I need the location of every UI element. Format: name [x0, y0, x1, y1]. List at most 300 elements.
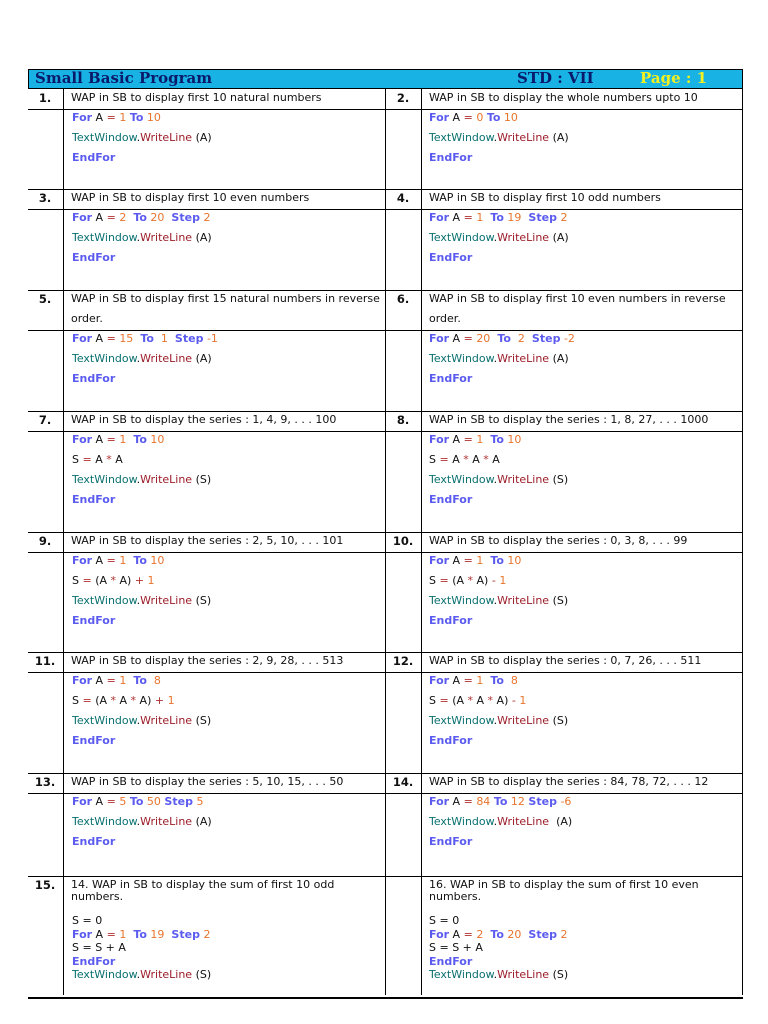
keyword: For — [72, 674, 93, 687]
code-text: A — [449, 111, 464, 124]
program-question: WAP in SB to display first 10 natural numbers — [71, 91, 322, 104]
method-name: WriteLine — [497, 815, 550, 828]
code-text: A — [448, 453, 464, 466]
code-line — [429, 731, 568, 751]
keyword: To — [129, 111, 144, 124]
code-text: S — [72, 453, 83, 466]
object-name: TextWindow — [72, 815, 137, 828]
keyword: Step — [171, 927, 200, 941]
code-text: S — [429, 694, 440, 707]
program-number: 7. — [38, 413, 52, 427]
program-number: 3. — [38, 191, 52, 205]
code-text: . — [493, 352, 498, 365]
number-literal: 8 — [153, 674, 161, 687]
code-line — [429, 490, 568, 510]
code-text: (A) — [192, 815, 212, 828]
code-block — [429, 329, 575, 389]
code-text: S = 0 — [72, 914, 103, 927]
code-line — [72, 941, 211, 955]
code-text: A — [111, 453, 123, 466]
code-text — [525, 332, 532, 345]
object-name: TextWindow — [72, 131, 137, 144]
program-question: WAP in SB to display the series : 2, 5, 10, . . . 101 — [71, 534, 344, 547]
code-text: A — [91, 453, 107, 466]
code-block — [429, 208, 569, 268]
keyword: EndFor — [72, 835, 116, 848]
operator: = — [463, 927, 473, 941]
number-literal: 2 — [517, 332, 525, 345]
object-name: TextWindow — [429, 352, 494, 365]
code-text: S = 0 — [429, 914, 460, 927]
code-text: A — [473, 694, 488, 707]
number-literal: 1 — [119, 927, 127, 941]
code-line — [72, 450, 211, 470]
code-line — [72, 928, 211, 942]
program-question: WAP in SB to display the series : 1, 4, 9, . . . 100 — [71, 413, 337, 426]
program-question: WAP in SB to display the series : 0, 7, 26, . . . 511 — [429, 654, 702, 667]
code-block — [429, 914, 568, 982]
number-literal: 10 — [146, 111, 161, 124]
number-literal: -2 — [563, 332, 575, 345]
keyword: For — [429, 433, 450, 446]
program-number: 1. — [38, 91, 52, 105]
code-block — [429, 671, 568, 751]
number-literal: 1 — [119, 111, 127, 124]
code-line — [72, 369, 218, 389]
code-line — [72, 228, 212, 248]
operator: - — [511, 694, 516, 707]
code-block — [72, 792, 212, 852]
program-question: WAP in SB to display first 10 odd numbers — [429, 191, 661, 204]
code-text: A — [92, 111, 107, 124]
code-line — [429, 108, 569, 128]
code-text: (S) — [549, 473, 569, 486]
object-name: TextWindow — [72, 714, 137, 727]
method-name: WriteLine — [140, 594, 193, 607]
code-line — [429, 832, 572, 852]
code-line — [72, 968, 211, 982]
code-line — [429, 711, 568, 731]
code-line — [72, 551, 211, 571]
number-literal: 10 — [507, 433, 522, 446]
keyword: For — [72, 332, 93, 345]
number-literal: 5 — [196, 795, 204, 808]
keyword: To — [490, 674, 504, 687]
object-name: TextWindow — [72, 968, 137, 981]
worksheet-page — [28, 69, 743, 999]
code-text: . — [136, 815, 141, 828]
keyword: EndFor — [429, 614, 473, 627]
code-text: S — [429, 574, 440, 587]
code-text: . — [493, 231, 498, 244]
code-line — [72, 711, 211, 731]
keyword: To — [490, 433, 504, 446]
keyword: To — [493, 795, 508, 808]
code-text: . — [136, 594, 141, 607]
code-text: S = S + A — [429, 941, 483, 954]
object-name: TextWindow — [429, 968, 494, 981]
keyword: For — [72, 433, 93, 446]
operator: = — [106, 433, 116, 446]
program-number: 9. — [38, 534, 52, 548]
code-block — [429, 430, 568, 510]
number-literal: 2 — [560, 927, 568, 941]
code-line — [72, 812, 212, 832]
code-line — [429, 812, 572, 832]
code-text — [504, 674, 511, 687]
keyword: For — [72, 554, 93, 567]
code-text: . — [493, 968, 498, 981]
operator: = — [463, 332, 473, 345]
method-name: WriteLine — [497, 473, 550, 486]
code-text: A — [488, 453, 500, 466]
method-name: WriteLine — [140, 131, 193, 144]
number-literal: 1 — [476, 211, 484, 224]
code-text: . — [493, 714, 498, 727]
code-line — [429, 329, 575, 349]
number-literal: 20 — [476, 332, 491, 345]
code-text: (S) — [549, 714, 569, 727]
keyword: EndFor — [429, 954, 473, 968]
code-block — [72, 208, 212, 268]
operator: = — [106, 111, 116, 124]
code-line — [429, 430, 568, 450]
program-question: WAP in SB to display the series : 0, 3, 8, . . . 99 — [429, 534, 688, 547]
program-question: WAP in SB to display first 10 even numbers — [71, 191, 310, 204]
code-text: A — [92, 433, 107, 446]
operator: = — [106, 795, 116, 808]
number-literal: 10 — [150, 433, 165, 446]
code-line — [429, 450, 568, 470]
operator: * — [110, 574, 117, 587]
code-text — [154, 332, 161, 345]
keyword: To — [133, 927, 147, 941]
keyword: For — [429, 927, 450, 941]
keyword: To — [133, 674, 147, 687]
program-number: 8. — [396, 413, 410, 427]
operator: * — [110, 694, 117, 707]
code-line — [429, 671, 568, 691]
code-text: S — [72, 574, 83, 587]
code-text: A — [449, 554, 464, 567]
keyword: For — [72, 927, 93, 941]
number-literal: 2 — [203, 211, 211, 224]
operator: = — [106, 332, 116, 345]
code-line — [429, 792, 572, 812]
method-name: WriteLine — [497, 968, 550, 981]
code-text — [511, 332, 518, 345]
number-literal: 2 — [203, 927, 211, 941]
keyword: To — [486, 111, 501, 124]
keyword: EndFor — [72, 614, 116, 627]
column-divider — [421, 89, 422, 995]
code-text: (A — [448, 574, 468, 587]
program-question: 16. WAP in SB to display the sum of first 10 even numbers. — [429, 878, 699, 903]
column-divider — [63, 89, 64, 995]
row-divider — [28, 876, 743, 877]
keyword: For — [429, 674, 450, 687]
keyword: EndFor — [429, 372, 473, 385]
object-name: TextWindow — [72, 594, 137, 607]
number-literal: 19 — [507, 211, 522, 224]
code-text: A — [92, 211, 107, 224]
object-name: TextWindow — [429, 131, 494, 144]
keyword: To — [133, 554, 147, 567]
code-line — [429, 228, 569, 248]
number-literal: 19 — [150, 927, 165, 941]
number-literal: -1 — [206, 332, 218, 345]
program-number: 5. — [38, 292, 52, 306]
code-text: A — [449, 433, 464, 446]
code-block — [72, 329, 218, 389]
number-literal: 50 — [146, 795, 161, 808]
code-text: (A — [91, 574, 111, 587]
code-text: (A) — [192, 231, 212, 244]
keyword: EndFor — [72, 493, 116, 506]
code-line — [429, 128, 569, 148]
code-line — [429, 571, 568, 591]
code-text: A — [92, 927, 107, 941]
object-name: TextWindow — [72, 231, 137, 244]
program-question: WAP in SB to display the whole numbers upto 10 — [429, 91, 698, 104]
code-line — [429, 691, 568, 711]
operator: * — [130, 694, 137, 707]
object-name: TextWindow — [429, 594, 494, 607]
code-text: A — [92, 554, 107, 567]
operator: = — [439, 694, 449, 707]
code-text: (A) — [192, 131, 212, 144]
program-question: 14. WAP in SB to display the sum of first 10 odd numbers. — [71, 878, 335, 903]
code-text: A — [116, 694, 131, 707]
code-text: A) — [473, 574, 492, 587]
number-literal: 2 — [476, 927, 484, 941]
code-text: (A) — [192, 352, 212, 365]
program-grid — [28, 89, 743, 995]
object-name: TextWindow — [72, 473, 137, 486]
header-title: Small Basic Program — [35, 69, 213, 87]
code-block — [72, 551, 211, 631]
number-literal: 1 — [119, 674, 127, 687]
keyword: To — [490, 927, 504, 941]
object-name: TextWindow — [72, 352, 137, 365]
object-name: TextWindow — [429, 714, 494, 727]
code-text: A — [92, 795, 107, 808]
code-line — [429, 551, 568, 571]
program-number: 12. — [392, 654, 414, 668]
code-line — [72, 611, 211, 631]
code-line — [429, 968, 568, 982]
number-literal: 1 — [476, 433, 484, 446]
code-text: (A) — [549, 815, 573, 828]
operator: = — [106, 554, 116, 567]
code-text: . — [136, 473, 141, 486]
code-text: (S) — [192, 968, 212, 981]
number-literal: 12 — [510, 795, 525, 808]
code-text: A) — [116, 574, 135, 587]
program-number: 6. — [396, 292, 410, 306]
code-line — [72, 571, 211, 591]
program-question: WAP in SB to display the series : 84, 78, 72, . . . 12 — [429, 775, 709, 788]
operator: = — [106, 927, 116, 941]
keyword: For — [429, 795, 450, 808]
method-name: WriteLine — [140, 473, 193, 486]
method-name: WriteLine — [497, 131, 550, 144]
keyword: Step — [164, 795, 193, 808]
header-page-number: Page : 1 — [640, 69, 708, 87]
number-literal: 5 — [119, 795, 127, 808]
keyword: To — [497, 332, 511, 345]
object-name: TextWindow — [429, 231, 494, 244]
program-question: WAP in SB to display first 10 even numbers in reverse order. — [429, 292, 726, 325]
code-text: A — [449, 927, 464, 941]
code-line — [72, 108, 212, 128]
number-literal: 1 — [499, 574, 507, 587]
code-text: . — [493, 815, 498, 828]
keyword: For — [429, 554, 450, 567]
operator: = — [463, 433, 473, 446]
code-line — [429, 591, 568, 611]
program-question: WAP in SB to display the series : 5, 10, 15, . . . 50 — [71, 775, 344, 788]
keyword: Step — [528, 211, 557, 224]
code-line — [429, 955, 568, 969]
operator: * — [467, 694, 474, 707]
code-text: A — [449, 211, 464, 224]
code-text: A — [449, 674, 464, 687]
code-line — [72, 792, 212, 812]
keyword: Step — [528, 795, 557, 808]
operator: = — [106, 211, 116, 224]
program-number: 14. — [392, 775, 414, 789]
code-line — [72, 490, 211, 510]
code-text: S — [72, 694, 83, 707]
keyword: For — [429, 211, 450, 224]
object-name: TextWindow — [429, 815, 494, 828]
code-line — [72, 349, 218, 369]
method-name: WriteLine — [140, 714, 193, 727]
code-line — [72, 329, 218, 349]
code-block — [429, 792, 572, 852]
number-literal: 1 — [119, 433, 127, 446]
operator: = — [439, 453, 449, 466]
code-line — [72, 691, 211, 711]
code-line — [72, 591, 211, 611]
number-literal: 1 — [160, 332, 168, 345]
code-text — [168, 332, 175, 345]
code-line — [429, 369, 575, 389]
number-literal: 10 — [150, 554, 165, 567]
number-literal: 1 — [519, 694, 527, 707]
header-std: STD : VII — [517, 69, 594, 87]
keyword: For — [72, 795, 93, 808]
code-line — [72, 955, 211, 969]
code-line — [429, 928, 568, 942]
keyword: Step — [171, 211, 200, 224]
code-text: . — [136, 968, 141, 981]
operator: * — [483, 453, 489, 466]
code-text: (S) — [192, 594, 212, 607]
code-text: A — [468, 453, 484, 466]
method-name: WriteLine — [140, 815, 193, 828]
code-line — [72, 430, 211, 450]
code-block — [429, 551, 568, 631]
number-literal: -6 — [560, 795, 572, 808]
code-text: (A) — [549, 231, 569, 244]
number-literal: 1 — [476, 674, 484, 687]
method-name: WriteLine — [140, 968, 193, 981]
code-line — [72, 128, 212, 148]
code-line — [429, 208, 569, 228]
operator: = — [82, 574, 92, 587]
number-literal: 1 — [476, 554, 484, 567]
operator: = — [463, 674, 473, 687]
program-number: 15. — [34, 878, 56, 892]
number-literal: 1 — [147, 574, 155, 587]
code-text: A — [92, 332, 107, 345]
code-text: . — [493, 131, 498, 144]
object-name: TextWindow — [429, 473, 494, 486]
program-question: WAP in SB to display first 15 natural numbers in reverse order. — [71, 292, 380, 325]
method-name: WriteLine — [497, 352, 550, 365]
program-question: WAP in SB to display the series : 1, 8, 27, . . . 1000 — [429, 413, 709, 426]
code-line — [429, 148, 569, 168]
keyword: EndFor — [429, 734, 473, 747]
number-literal: 84 — [476, 795, 491, 808]
code-line — [429, 248, 569, 268]
operator: = — [463, 795, 473, 808]
operator: = — [82, 694, 92, 707]
code-line — [429, 914, 568, 928]
number-literal: 20 — [507, 927, 522, 941]
code-text: . — [136, 231, 141, 244]
program-number: 2. — [396, 91, 410, 105]
code-line — [72, 248, 212, 268]
code-text: (S) — [549, 968, 569, 981]
code-text: A) — [136, 694, 155, 707]
method-name: WriteLine — [497, 594, 550, 607]
code-line — [72, 832, 212, 852]
code-text: . — [493, 473, 498, 486]
operator: = — [439, 574, 449, 587]
code-text: (S) — [192, 714, 212, 727]
keyword: EndFor — [429, 251, 473, 264]
keyword: To — [133, 211, 147, 224]
number-literal: 8 — [510, 674, 518, 687]
operator: = — [106, 674, 116, 687]
number-literal: 10 — [503, 111, 518, 124]
operator: + — [134, 574, 145, 587]
operator: = — [463, 111, 473, 124]
code-line — [429, 611, 568, 631]
keyword: EndFor — [72, 251, 116, 264]
keyword: To — [490, 554, 504, 567]
code-text: (S) — [192, 473, 212, 486]
program-number: 10. — [392, 534, 414, 548]
operator: = — [463, 554, 473, 567]
code-text: (S) — [549, 594, 569, 607]
code-line — [429, 470, 568, 490]
code-line — [72, 731, 211, 751]
keyword: EndFor — [72, 954, 116, 968]
keyword: EndFor — [429, 493, 473, 506]
code-text: (A — [91, 694, 111, 707]
code-line — [72, 671, 211, 691]
number-literal: 2 — [119, 211, 127, 224]
number-literal: 0 — [476, 111, 484, 124]
operator: * — [106, 453, 112, 466]
code-block — [72, 430, 211, 510]
code-line — [429, 941, 568, 955]
operator: * — [463, 453, 469, 466]
